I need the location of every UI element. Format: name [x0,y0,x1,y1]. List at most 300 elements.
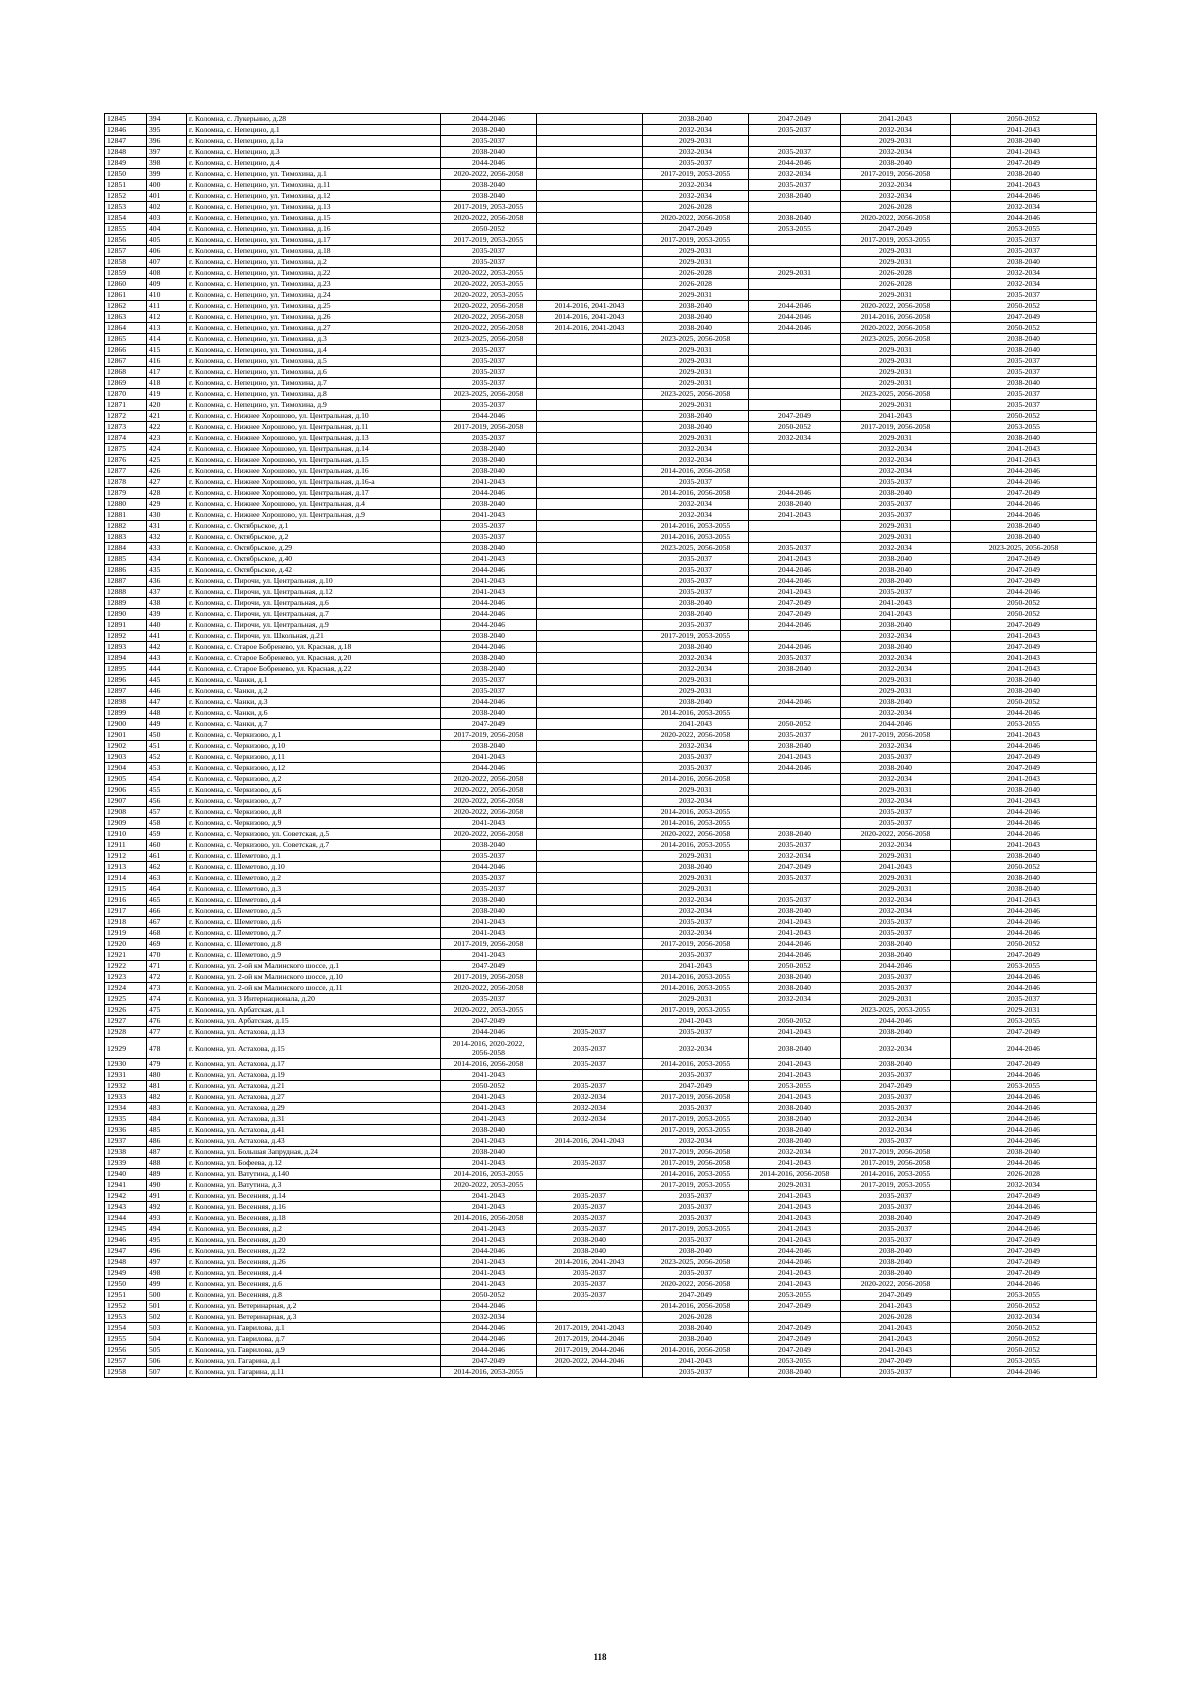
period-1-cell: 2044-2046 [441,697,537,708]
line-number-cell: 480 [147,1070,187,1081]
table-row [105,455,1097,466]
line-number-cell: 496 [147,1246,187,1257]
record-id-cell: 12880 [105,499,147,510]
period-3-cell: 2038-2040 [643,312,749,323]
line-number-cell: 397 [147,147,187,158]
period-5-cell: 2020-2022, 2056-2058 [841,1279,951,1290]
period-4-cell: 2014-2016, 2056-2058 [749,1169,841,1180]
period-1-cell: 2041-2043 [441,752,537,763]
period-4-cell: 2053-2055 [749,1290,841,1301]
period-3-cell: 2035-2037 [643,1070,749,1081]
period-6-cell: 2053-2055 [951,422,1097,433]
period-1-cell: 2038-2040 [441,664,537,675]
period-6-cell: 2041-2043 [951,840,1097,851]
record-id-cell: 12936 [105,1125,147,1136]
period-5-cell: 2038-2040 [841,697,951,708]
period-6-cell: 2038-2040 [951,675,1097,686]
period-1-cell: 2041-2043 [441,1224,537,1235]
period-6-cell: 2044-2046 [951,906,1097,917]
line-number-cell: 452 [147,752,187,763]
table-row [105,873,1097,884]
period-5-cell: 2041-2043 [841,1345,951,1356]
address-cell: г. Коломна, с. Черкизово, д.11 [187,752,441,763]
period-1-cell: 2041-2043 [441,1070,537,1081]
period-1-cell: 2035-2037 [441,345,537,356]
period-2-cell [537,840,643,851]
line-number-cell: 459 [147,829,187,840]
period-1-cell: 2041-2043 [441,917,537,928]
period-3-cell: 2035-2037 [643,576,749,587]
record-id-cell: 12883 [105,532,147,543]
period-4-cell: 2053-2055 [749,1081,841,1092]
period-3-cell: 2032-2034 [643,191,749,202]
period-2-cell: 2035-2037 [537,1038,643,1059]
period-1-cell: 2020-2022, 2056-2058 [441,169,537,180]
table-row [105,939,1097,950]
line-number-cell: 394 [147,114,187,125]
record-id-cell: 12921 [105,950,147,961]
period-4-cell: 2044-2046 [749,620,841,631]
period-4-cell: 2038-2040 [749,213,841,224]
period-3-cell: 2035-2037 [643,158,749,169]
period-6-cell: 2044-2046 [951,1367,1097,1378]
period-2-cell [537,257,643,268]
period-6-cell: 2038-2040 [951,378,1097,389]
period-6-cell: 2044-2046 [951,587,1097,598]
period-2-cell [537,411,643,422]
address-cell: г. Коломна, ул. Астахова, д.21 [187,1081,441,1092]
line-number-cell: 507 [147,1367,187,1378]
period-5-cell: 2032-2034 [841,147,951,158]
record-id-cell: 12934 [105,1103,147,1114]
period-3-cell: 2035-2037 [643,1268,749,1279]
period-5-cell: 2035-2037 [841,477,951,488]
record-id-cell: 12912 [105,851,147,862]
period-5-cell: 2035-2037 [841,983,951,994]
address-cell: г. Коломна, с. Октябрьское, д.40 [187,554,441,565]
period-3-cell: 2035-2037 [643,1202,749,1213]
table-row [105,136,1097,147]
period-2-cell [537,477,643,488]
table-row [105,180,1097,191]
record-id-cell: 12933 [105,1092,147,1103]
period-2-cell [537,565,643,576]
table-row [105,334,1097,345]
period-1-cell: 2035-2037 [441,532,537,543]
address-cell: г. Коломна, с. Чанки, д.2 [187,686,441,697]
period-2-cell: 2014-2016, 2041-2043 [537,301,643,312]
address-cell: г. Коломна, ул. Весенняя, д.2 [187,1224,441,1235]
period-5-cell: 2029-2031 [841,873,951,884]
period-2-cell [537,433,643,444]
table-row [105,499,1097,510]
record-id-cell: 12943 [105,1202,147,1213]
line-number-cell: 494 [147,1224,187,1235]
period-4-cell: 2047-2049 [749,1345,841,1356]
period-3-cell: 2038-2040 [643,422,749,433]
period-6-cell: 2047-2049 [951,1027,1097,1038]
period-2-cell [537,1147,643,1158]
register-table-container [104,113,1096,1378]
period-2-cell [537,125,643,136]
table-row [105,642,1097,653]
period-2-cell [537,631,643,642]
period-5-cell: 2029-2031 [841,136,951,147]
period-4-cell: 2041-2043 [749,1202,841,1213]
period-1-cell: 2035-2037 [441,400,537,411]
period-1-cell: 2020-2022, 2053-2055 [441,268,537,279]
address-cell: г. Коломна, с. Непецино, ул. Тимохина, д.17 [187,235,441,246]
record-id-cell: 12953 [105,1312,147,1323]
period-6-cell: 2044-2046 [951,818,1097,829]
period-5-cell: 2032-2034 [841,708,951,719]
record-id-cell: 12952 [105,1301,147,1312]
period-2-cell [537,906,643,917]
period-1-cell: 2044-2046 [441,609,537,620]
period-1-cell: 2038-2040 [441,1147,537,1158]
period-3-cell: 2017-2019, 2053-2055 [643,1114,749,1125]
period-5-cell: 2035-2037 [841,1070,951,1081]
period-6-cell: 2047-2049 [951,1246,1097,1257]
period-6-cell: 2038-2040 [951,334,1097,345]
table-row [105,466,1097,477]
period-6-cell: 2047-2049 [951,158,1097,169]
address-cell: г. Коломна, с. Пирочи, ул. Школьная, д.21 [187,631,441,642]
period-6-cell: 2047-2049 [951,763,1097,774]
address-cell: г. Коломна, ул. Астахова, д.31 [187,1114,441,1125]
period-1-cell: 2044-2046 [441,598,537,609]
period-5-cell: 2038-2040 [841,642,951,653]
period-6-cell: 2044-2046 [951,510,1097,521]
period-5-cell: 2035-2037 [841,972,951,983]
period-1-cell: 2020-2022, 2056-2058 [441,312,537,323]
record-id-cell: 12855 [105,224,147,235]
period-3-cell: 2029-2031 [643,433,749,444]
period-6-cell: 2050-2052 [951,939,1097,950]
address-cell: г. Коломна, с. Шеметово, д.3 [187,884,441,895]
period-4-cell: 2038-2040 [749,1367,841,1378]
table-row [105,576,1097,587]
address-cell: г. Коломна, с. Старое Бобренево, ул. Красная, д.22 [187,664,441,675]
period-1-cell: 2038-2040 [441,191,537,202]
period-4-cell: 2038-2040 [749,191,841,202]
period-5-cell: 2038-2040 [841,1213,951,1224]
line-number-cell: 435 [147,565,187,576]
line-number-cell: 475 [147,1005,187,1016]
period-1-cell: 2038-2040 [441,741,537,752]
table-row [105,686,1097,697]
record-id-cell: 12904 [105,763,147,774]
period-2-cell [537,884,643,895]
line-number-cell: 416 [147,356,187,367]
period-3-cell: 2038-2040 [643,323,749,334]
line-number-cell: 460 [147,840,187,851]
table-row [105,829,1097,840]
line-number-cell: 495 [147,1235,187,1246]
table-row [105,1059,1097,1070]
period-3-cell: 2017-2019, 2053-2055 [643,631,749,642]
line-number-cell: 429 [147,499,187,510]
address-cell: г. Коломна, ул. Астахова, д.13 [187,1027,441,1038]
period-5-cell: 2035-2037 [841,510,951,521]
period-2-cell [537,862,643,873]
table-row [105,224,1097,235]
period-5-cell: 2029-2031 [841,400,951,411]
period-3-cell: 2017-2019, 2053-2055 [643,235,749,246]
record-id-cell: 12854 [105,213,147,224]
table-row [105,279,1097,290]
period-1-cell: 2020-2022, 2056-2058 [441,323,537,334]
table-row [105,1323,1097,1334]
period-5-cell: 2038-2040 [841,565,951,576]
address-cell: г. Коломна, ул. Весенняя, д.26 [187,1257,441,1268]
period-2-cell [537,543,643,554]
period-5-cell: 2038-2040 [841,1059,951,1070]
address-cell: г. Коломна, с. Шеметово, д.6 [187,917,441,928]
period-1-cell: 2041-2043 [441,510,537,521]
table-row [105,1312,1097,1323]
period-2-cell: 2035-2037 [537,1290,643,1301]
period-1-cell: 2041-2043 [441,1158,537,1169]
address-cell: г. Коломна, ул. Астахова, д.43 [187,1136,441,1147]
period-3-cell: 2032-2034 [643,510,749,521]
period-6-cell: 2032-2034 [951,279,1097,290]
period-5-cell: 2020-2022, 2056-2058 [841,323,951,334]
line-number-cell: 505 [147,1345,187,1356]
period-4-cell: 2041-2043 [749,1070,841,1081]
period-3-cell: 2026-2028 [643,1312,749,1323]
period-5-cell: 2017-2019, 2056-2058 [841,1158,951,1169]
period-5-cell: 2026-2028 [841,1312,951,1323]
line-number-cell: 477 [147,1027,187,1038]
line-number-cell: 478 [147,1038,187,1059]
period-4-cell: 2038-2040 [749,1103,841,1114]
period-2-cell [537,961,643,972]
period-2-cell [537,587,643,598]
period-6-cell: 2047-2049 [951,752,1097,763]
period-2-cell [537,191,643,202]
table-row [105,532,1097,543]
address-cell: г. Коломна, ул. Гаврилова, д.9 [187,1345,441,1356]
period-2-cell: 2014-2016, 2041-2043 [537,312,643,323]
period-2-cell [537,697,643,708]
period-6-cell: 2038-2040 [951,785,1097,796]
period-2-cell: 2017-2019, 2044-2046 [537,1334,643,1345]
address-cell: г. Коломна, с. Нижнее Хорошово, ул. Центральная, д.16 [187,466,441,477]
period-5-cell: 2023-2025, 2053-2055 [841,1005,951,1016]
table-row [105,1235,1097,1246]
period-6-cell: 2044-2046 [951,499,1097,510]
period-2-cell [537,642,643,653]
address-cell: г. Коломна, с. Лукерьино, д.28 [187,114,441,125]
period-5-cell: 2029-2031 [841,433,951,444]
period-3-cell: 2029-2031 [643,136,749,147]
period-1-cell: 2020-2022, 2053-2055 [441,290,537,301]
address-cell: г. Коломна, ул. Бофеева, д.12 [187,1158,441,1169]
record-id-cell: 12891 [105,620,147,631]
period-5-cell: 2038-2040 [841,1246,951,1257]
record-id-cell: 12853 [105,202,147,213]
period-1-cell: 2014-2016, 2053-2055 [441,1169,537,1180]
record-id-cell: 12919 [105,928,147,939]
line-number-cell: 488 [147,1158,187,1169]
address-cell: г. Коломна, ул. Весенняя, д.18 [187,1213,441,1224]
address-cell: г. Коломна, с. Нижнее Хорошово, ул. Центральная, д.4 [187,499,441,510]
table-row [105,213,1097,224]
record-id-cell: 12868 [105,367,147,378]
period-6-cell: 2038-2040 [951,433,1097,444]
period-5-cell: 2035-2037 [841,1103,951,1114]
period-4-cell: 2044-2046 [749,642,841,653]
record-id-cell: 12847 [105,136,147,147]
period-6-cell: 2044-2046 [951,983,1097,994]
period-6-cell: 2044-2046 [951,1224,1097,1235]
period-1-cell: 2020-2022, 2056-2058 [441,213,537,224]
record-id-cell: 12927 [105,1016,147,1027]
period-6-cell: 2038-2040 [951,1147,1097,1158]
period-3-cell: 2029-2031 [643,246,749,257]
period-3-cell: 2023-2025, 2056-2058 [643,334,749,345]
line-number-cell: 428 [147,488,187,499]
period-2-cell [537,279,643,290]
table-row [105,1279,1097,1290]
line-number-cell: 463 [147,873,187,884]
table-row [105,488,1097,499]
period-1-cell: 2038-2040 [441,125,537,136]
period-5-cell: 2029-2031 [841,521,951,532]
table-row [105,1301,1097,1312]
table-row [105,1169,1097,1180]
record-id-cell: 12866 [105,345,147,356]
line-number-cell: 485 [147,1125,187,1136]
address-cell: г. Коломна, с. Непецино, д.1а [187,136,441,147]
address-cell: г. Коломна, ул. Гаврилова, д.1 [187,1323,441,1334]
period-5-cell: 2035-2037 [841,1367,951,1378]
period-1-cell: 2041-2043 [441,1103,537,1114]
period-3-cell: 2032-2034 [643,796,749,807]
address-cell: г. Коломна, ул. Астахова, д.41 [187,1125,441,1136]
period-3-cell: 2014-2016, 2056-2058 [643,774,749,785]
record-id-cell: 12851 [105,180,147,191]
table-row [105,884,1097,895]
period-1-cell: 2020-2022, 2056-2058 [441,774,537,785]
address-cell: г. Коломна, с. Октябрьское, д.2 [187,532,441,543]
period-4-cell: 2041-2043 [749,1191,841,1202]
period-1-cell: 2050-2052 [441,1290,537,1301]
line-number-cell: 481 [147,1081,187,1092]
period-6-cell: 2050-2052 [951,1301,1097,1312]
table-row [105,609,1097,620]
period-2-cell [537,466,643,477]
period-4-cell: 2038-2040 [749,972,841,983]
period-3-cell: 2035-2037 [643,477,749,488]
address-cell: г. Коломна, ул. Ватутина, д.3 [187,1180,441,1191]
period-3-cell: 2023-2025, 2056-2058 [643,1257,749,1268]
period-6-cell: 2044-2046 [951,928,1097,939]
address-cell: г. Коломна, с. Нижнее Хорошово, ул. Центральная, д.17 [187,488,441,499]
period-1-cell: 2044-2046 [441,1345,537,1356]
record-id-cell: 12940 [105,1169,147,1180]
period-1-cell: 2035-2037 [441,675,537,686]
period-4-cell: 2044-2046 [749,565,841,576]
record-id-cell: 12896 [105,675,147,686]
period-6-cell: 2050-2052 [951,609,1097,620]
period-1-cell: 2038-2040 [441,147,537,158]
line-number-cell: 445 [147,675,187,686]
line-number-cell: 440 [147,620,187,631]
period-1-cell: 2020-2022, 2053-2055 [441,1005,537,1016]
period-4-cell: 2041-2043 [749,752,841,763]
period-5-cell: 2017-2019, 2056-2058 [841,730,951,741]
period-5-cell: 2035-2037 [841,807,951,818]
period-5-cell: 2014-2016, 2053-2055 [841,1169,951,1180]
address-cell: г. Коломна, с. Черкизово, д.9 [187,818,441,829]
period-6-cell: 2047-2049 [951,1191,1097,1202]
period-5-cell: 2038-2040 [841,763,951,774]
record-id-cell: 12879 [105,488,147,499]
period-3-cell: 2020-2022, 2056-2058 [643,829,749,840]
period-5-cell: 2026-2028 [841,268,951,279]
period-4-cell: 2035-2037 [749,653,841,664]
period-4-cell: 2047-2049 [749,862,841,873]
line-number-cell: 461 [147,851,187,862]
period-2-cell [537,917,643,928]
table-row [105,125,1097,136]
period-2-cell [537,1367,643,1378]
address-cell: г. Коломна, с. Старое Бобренево, ул. Красная, д.18 [187,642,441,653]
period-3-cell: 2035-2037 [643,1367,749,1378]
period-4-cell: 2050-2052 [749,1016,841,1027]
period-6-cell: 2044-2046 [951,741,1097,752]
period-1-cell: 2014-2016, 2020-2022, 2056-2058 [441,1038,537,1059]
record-id-cell: 12929 [105,1038,147,1059]
record-id-cell: 12931 [105,1070,147,1081]
period-1-cell: 2038-2040 [441,895,537,906]
period-6-cell: 2038-2040 [951,686,1097,697]
table-row [105,565,1097,576]
period-5-cell: 2029-2031 [841,290,951,301]
line-number-cell: 468 [147,928,187,939]
period-4-cell: 2044-2046 [749,158,841,169]
period-4-cell: 2035-2037 [749,730,841,741]
address-cell: г. Коломна, с. Октябрьское, д.29 [187,543,441,554]
period-4-cell: 2041-2043 [749,510,841,521]
table-row [105,587,1097,598]
record-id-cell: 12867 [105,356,147,367]
period-5-cell: 2032-2034 [841,631,951,642]
address-cell: г. Коломна, с. Нижнее Хорошово, ул. Центральная, д.11 [187,422,441,433]
period-4-cell: 2044-2046 [749,323,841,334]
table-row [105,1136,1097,1147]
period-5-cell: 2020-2022, 2056-2058 [841,829,951,840]
address-cell: г. Коломна, с. Нижнее Хорошово, ул. Центральная, д.9 [187,510,441,521]
table-row [105,1202,1097,1213]
period-3-cell: 2047-2049 [643,1081,749,1092]
record-id-cell: 12856 [105,235,147,246]
address-cell: г. Коломна, с. Черкизово, ул. Советская, д.5 [187,829,441,840]
address-cell: г. Коломна, с. Нижнее Хорошово, ул. Центральная, д.13 [187,433,441,444]
address-cell: г. Коломна, ул. Ветеринарная, д.3 [187,1312,441,1323]
period-3-cell: 2029-2031 [643,345,749,356]
period-2-cell [537,1301,643,1312]
record-id-cell: 12923 [105,972,147,983]
table-row [105,697,1097,708]
period-1-cell: 2038-2040 [441,708,537,719]
line-number-cell: 403 [147,213,187,224]
record-id-cell: 12858 [105,257,147,268]
table-row [105,268,1097,279]
line-number-cell: 454 [147,774,187,785]
